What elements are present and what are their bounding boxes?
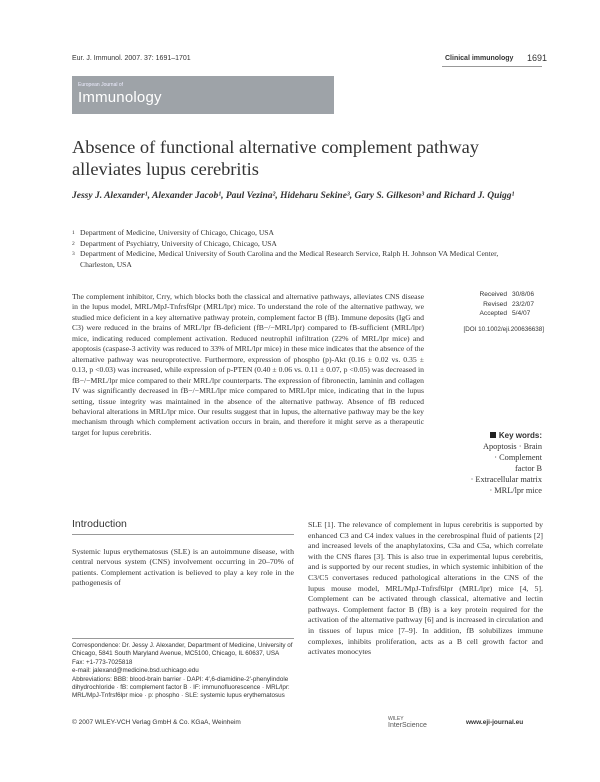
journal-small-title: European Journal of <box>78 82 124 88</box>
email: e-mail: jalexand@medicine.bsd.uchicago.edu <box>72 667 199 675</box>
right-column-text: SLE [1]. The relevance of complement in lupus cerebritis is supported by enhanced C3 and C4 index values in the cerebrospinal fluid of patients [2] and increased levels of the anaphylatoxins, C3a and C5a, which correlate with the CNS flares [3]. This is also true in experimental lupus cerebritis, and is supported by our recent studies, in which systemic inhibition of the C3/C5 convertases reduced pathological alterations in the CNS of the lupus mouse model, MRL/MpJ-Tnfrsf6lpr (MRL/lpr) mice [4, 5]. Complement can be activated through classical, alternative and lectin pathways. Complement factor B (fB) is a key protein required for the activation of the alternative pathway [6] and is increased in circulation and in tissues of lupus mice [7–9]. In addition, fB solubilizes immune complexes, inhibits proliferation, acts as a B cell growth factor and activates monocytes <box>308 520 543 657</box>
date-received: Received 30/8/06 <box>479 291 534 298</box>
keyword-item: factor B <box>515 464 542 473</box>
affiliation-1: 1 Department of Medicine, University of Chicago, Chicago, USA <box>72 228 275 237</box>
keywords <box>420 430 542 496</box>
correspondence-rule <box>72 638 294 639</box>
journal-name: Immunology <box>78 89 162 106</box>
correspondence-address: Correspondence: Dr. Jessy J. Alexander, Department of Medicine, University of Chicago, 5841 South Maryland Avenue, MC5100, Chicago, IL 60637, USA <box>72 642 293 658</box>
publisher-logo: WILEY InterScience <box>388 716 427 729</box>
doi: [DOI 10.1002/eji.200636638] <box>463 326 544 333</box>
introduction-paragraph: Systemic lupus erythematosus (SLE) is an autoimmune disease, with central nervous system (CNS) involvement occurring in 20–70% of patients. Complement activation is believed to play a key role in the pathogenesis of <box>72 547 294 588</box>
keyword-item: · MRL/lpr mice <box>489 486 542 495</box>
article-dates <box>432 290 542 319</box>
header-rule <box>442 66 542 67</box>
date-revised: Revised 23/2/07 <box>483 300 534 308</box>
introduction-heading: Introduction <box>72 518 127 530</box>
authors: Jessy J. Alexander¹, Alexander Jacob¹, Paul Vezina², Hideharu Sekine³, Gary S. Gilkeson³ and Richard J. Quigg¹ <box>72 191 515 201</box>
keywords-heading: Key words: <box>420 430 542 441</box>
article-title: Absence of functional alternative complement pathway alleviates lupus cerebritis <box>72 137 479 179</box>
abstract: The complement inhibitor, Crry, which blocks both the classical and alternative pathways, alleviates CNS disease in the lupus model, MRL/MpJ-Tnfrsf6lpr (MRL/lpr) mice. To understand the role of the alternative pathway, we studied mice deficient in a key alternative pathway protein, complement factor B (fB). Immune deposits (IgG and C3) were reduced in the brains of MRL/lpr fB-deficient (fB−/−MRL/lpr) compared to fB-sufficient (MRL/lpr) mice, indicating reduced complement activation. Reduced neutrophil infiltration (22% of MRL/lpr mice) and apoptosis (caspase-3 activity was reduced to 33% of MRL/lpr mice) in these mice indicates that the absence of the alternative pathway was neuroprotective. Furthermore, expression of phospho (p)-Akt (0.16 ± 0.02 vs. 0.35 ± 0.13, p <0.03) was increased, while expression of p-PTEN (0.40 ± 0.06 vs. 0.11 ± 0.07, p <0.05) was decreased in fB−/−MRL/lpr mice compared to their MRL/lpr counterparts. The expression of fibronectin, laminin and collagen IV was significantly decreased in fB−/−MRL/lpr mice compared to MRL/lpr mice, indicating that in the lupus setting, tissue integrity was maintained in the absence of the alternative pathway. Absence of fB reduced behavioral alterations in MRL/lpr mice. Our results suggest that in lupus, the alternative pathway may be the key mechanism through which complement activation occurs in brain, and therefore it might serve as a therapeutic target for lupus cerebritis. <box>72 292 424 437</box>
affiliation-2: 2 Department of Psychiatry, University of Chicago, Chicago, USA <box>72 238 277 248</box>
keywords-square-icon <box>490 432 496 438</box>
page-number: 1691 <box>527 53 548 63</box>
keyword-item: · Extracellular matrix <box>470 475 542 484</box>
citation: Eur. J. Immunol. 2007. 37: 1691–1701 <box>72 55 191 62</box>
journal-banner <box>72 76 334 114</box>
abbreviations: Abbreviations: BBB: blood-brain barrier · DAPI: 4′,6-diamidine-2′-phenylindole dihydrochloride · fB: complement factor B · IF: immunofluorescence · MRL/lpr: MRL/MpJ-Tnfrsf6lpr mice · p: phospho · SLE: systemic lupus erythematosus <box>72 675 290 700</box>
correspondence-block <box>72 642 294 701</box>
date-accepted: Accepted 5/4/07 <box>479 310 531 318</box>
keyword-item: · Complement <box>494 453 542 462</box>
journal-url: www.eji-journal.eu <box>466 719 524 726</box>
keyword-item: Apoptosis · Brain <box>483 442 542 451</box>
affiliations <box>72 228 502 270</box>
affiliation-3: 3 Department of Medicine, Medical University of South Carolina and the Medical Research Service, Ralph H. Johnson VA Medical Center, Charleston, USA <box>72 249 499 269</box>
section-label: Clinical immunology <box>445 55 514 62</box>
intro-rule <box>72 534 294 535</box>
fax: Fax: +1-773-7025818 <box>72 658 133 666</box>
copyright: © 2007 WILEY-VCH Verlag GmbH & Co. KGaA, Weinheim <box>72 719 241 726</box>
